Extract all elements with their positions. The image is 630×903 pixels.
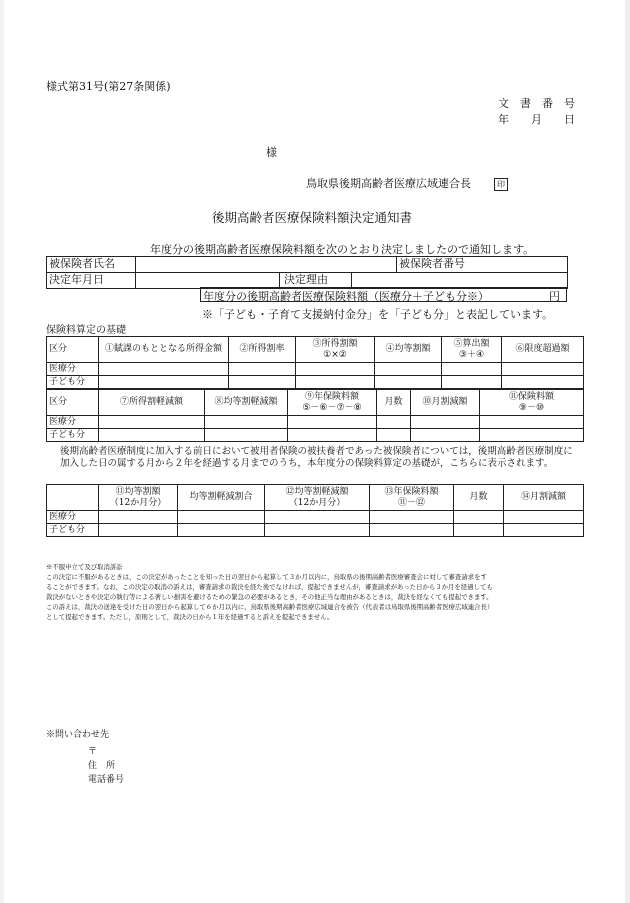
t2-header-category: 区分 — [47, 390, 99, 416]
basis-title: 保険料算定の基礎 — [46, 325, 126, 336]
basis-table-3 — [46, 484, 584, 537]
seal-icon: 印 — [494, 178, 508, 191]
issuer — [306, 175, 508, 191]
t3-header-annual: ⑬年保険料額 ⑪－⑫ — [370, 485, 454, 511]
form-id: 様式第31号(第27条関係) — [46, 80, 171, 93]
insured-number-label: 被保険者番号 — [397, 257, 568, 273]
t1-header-income: ①賦課のもととなる所得金額 — [99, 337, 229, 363]
t3-header-reduction-rate: 均等割軽減割合 — [178, 485, 265, 511]
t1-header-category: 区分 — [47, 337, 99, 363]
insured-name-label: 被保険者氏名 — [47, 257, 136, 273]
decision-reason-label: 決定理由 — [280, 273, 352, 289]
contact-postal: 〒 — [88, 747, 98, 757]
t3-header-monthly-reduction: ⑭月割減額 — [504, 485, 584, 511]
t3-header-blank — [47, 485, 99, 511]
t1-row-child: 子ども分 — [47, 376, 99, 389]
note-star: ※「子ども・子育て支援納付金分」を「子ども分」と表記しています。 — [202, 308, 554, 321]
intro-text: 年度分の後期高齢者医療保険料額を次のとおり決定しましたので通知します。 — [150, 243, 535, 256]
decision-date-label: 決定年月日 — [47, 273, 136, 289]
contact-title: ※問い合わせ先 — [46, 730, 110, 740]
contact-address: 住 所 — [88, 761, 116, 771]
t3-row-medical: 医療分 — [47, 511, 99, 524]
basis-table-2 — [46, 389, 584, 442]
date-line: 年 月 日 — [498, 113, 575, 126]
disclaimer-text: この決定に不服があるときは，この決定があったことを知った日の翌日から起算して３か月以内に，鳥取県の後期高齢者医療審査会に対して審査請求をす ることができます。なお，この決定の取消の訴えは，審査請求の裁決を経た後でなければ，提起できませんが，審査請求があった日から３か月を経過しても 裁決がないときや決定の執行等による著しい損害を避けるための緊急の必要があるとき，その他正当な理由があるときは，裁決を経なくても提起できます。 この訴えは，裁決の送達を受けた日の翌日から起算して６か月以内に，鳥取県後期高齢者医療広域連合を被告（代表者は鳥取県後期高齢者医療広域連合長） として提起できます。ただし，原則として，裁決の日から１年を経過すると訴えを提起できません。 — [46, 573, 494, 621]
issuer-name: 鳥取県後期高齢者医療広域連合長 — [306, 177, 471, 190]
disclaimer-title: ※不服申立て及び取消訴訟 — [46, 563, 123, 571]
t1-row-medical: 医療分 — [47, 363, 99, 376]
t3-row-child: 子ども分 — [47, 524, 99, 537]
t2-header-equal-reduction: ⑧均等割軽減額 — [205, 390, 288, 416]
basis-table-1 — [46, 336, 584, 389]
left-edge — [0, 0, 4, 903]
amount-row — [200, 287, 567, 302]
t3-header-equal-levy: ⑪均等割額 （12か月分） — [99, 485, 178, 511]
t1-header-excess: ⑥限度超過額 — [502, 337, 584, 363]
t2-row-medical: 医療分 — [47, 416, 99, 429]
contact-phone: 電話番号 — [88, 775, 125, 785]
amount-unit: 円 — [549, 290, 560, 303]
t3-header-equal-reduction: ⑫均等割軽減額 （12か月分） — [265, 485, 370, 511]
amount-label: 年度分の後期高齢者医療保険料額（医療分＋子ども分※） — [203, 290, 489, 303]
t1-header-income-levy: ③所得割額 ①×② — [296, 337, 375, 363]
t1-header-computed: ⑤算出額 ③＋④ — [442, 337, 502, 363]
t2-header-premium: ⑪保険料額 ⑨－⑩ — [480, 390, 584, 416]
t2-header-annual: ⑨年保険料額 ⑤－⑥－⑦－⑧ — [288, 390, 377, 416]
t3-header-months: 月数 — [454, 485, 504, 511]
insured-name-value — [136, 257, 397, 273]
right-edge — [625, 0, 630, 903]
doc-number: 文 書 番 号 — [498, 97, 575, 110]
t1-header-equal-levy: ④均等割額 — [375, 337, 442, 363]
t2-header-monthly-reduction: ⑩月割減額 — [411, 390, 480, 416]
page-title: 後期高齢者医療保険料額決定通知書 — [212, 210, 413, 225]
t2-row-child: 子ども分 — [47, 429, 99, 442]
t2-header-income-reduction: ⑦所得割軽減額 — [99, 390, 205, 416]
recipient-suffix: 様 — [266, 146, 277, 159]
header-table — [46, 256, 568, 289]
t2-header-months: 月数 — [377, 390, 411, 416]
note-dependent: 後期高齢者医療制度に加入する前日において被用者保険の被扶養者であった被保険者については，後期高齢者医療制度に加入した日の属する月から２年を経過する月までのうち，本年度分の保険料算定の基礎が，こちらに表示されます。 — [60, 446, 573, 469]
t1-header-income-rate: ②所得割率 — [229, 337, 296, 363]
